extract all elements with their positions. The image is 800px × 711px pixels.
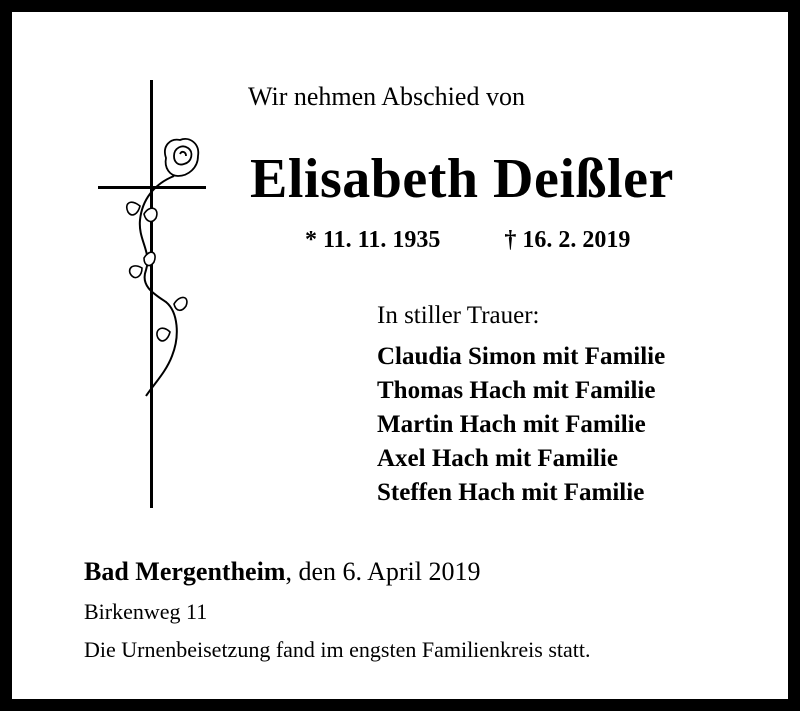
list-item: Claudia Simon mit Familie xyxy=(377,343,666,370)
farewell-intro: Wir nehmen Abschied von xyxy=(248,82,525,111)
list-item: Steffen Hach mit Familie xyxy=(377,479,645,506)
mourners-list xyxy=(377,340,665,510)
place-name: Bad Mergentheim xyxy=(84,557,286,586)
mourning-label: In stiller Trauer: xyxy=(377,302,540,329)
address: Birkenweg 11 xyxy=(84,599,208,624)
notice-date: , den 6. April 2019 xyxy=(285,557,481,586)
list-item: Thomas Hach mit Familie xyxy=(377,377,656,404)
death-date: † 16. 2. 2019 xyxy=(504,227,631,253)
life-dates xyxy=(305,225,630,255)
burial-note: Die Urnenbeisetzung fand im engsten Familienkreis statt. xyxy=(84,637,591,662)
list-item: Axel Hach mit Familie xyxy=(377,445,618,472)
list-item: Martin Hach mit Familie xyxy=(377,411,646,438)
birth-date: * 11. 11. 1935 xyxy=(305,227,441,253)
cross-with-rose-icon xyxy=(94,80,214,512)
deceased-name: Elisabeth Deißler xyxy=(250,148,674,210)
place-and-date xyxy=(84,557,480,587)
